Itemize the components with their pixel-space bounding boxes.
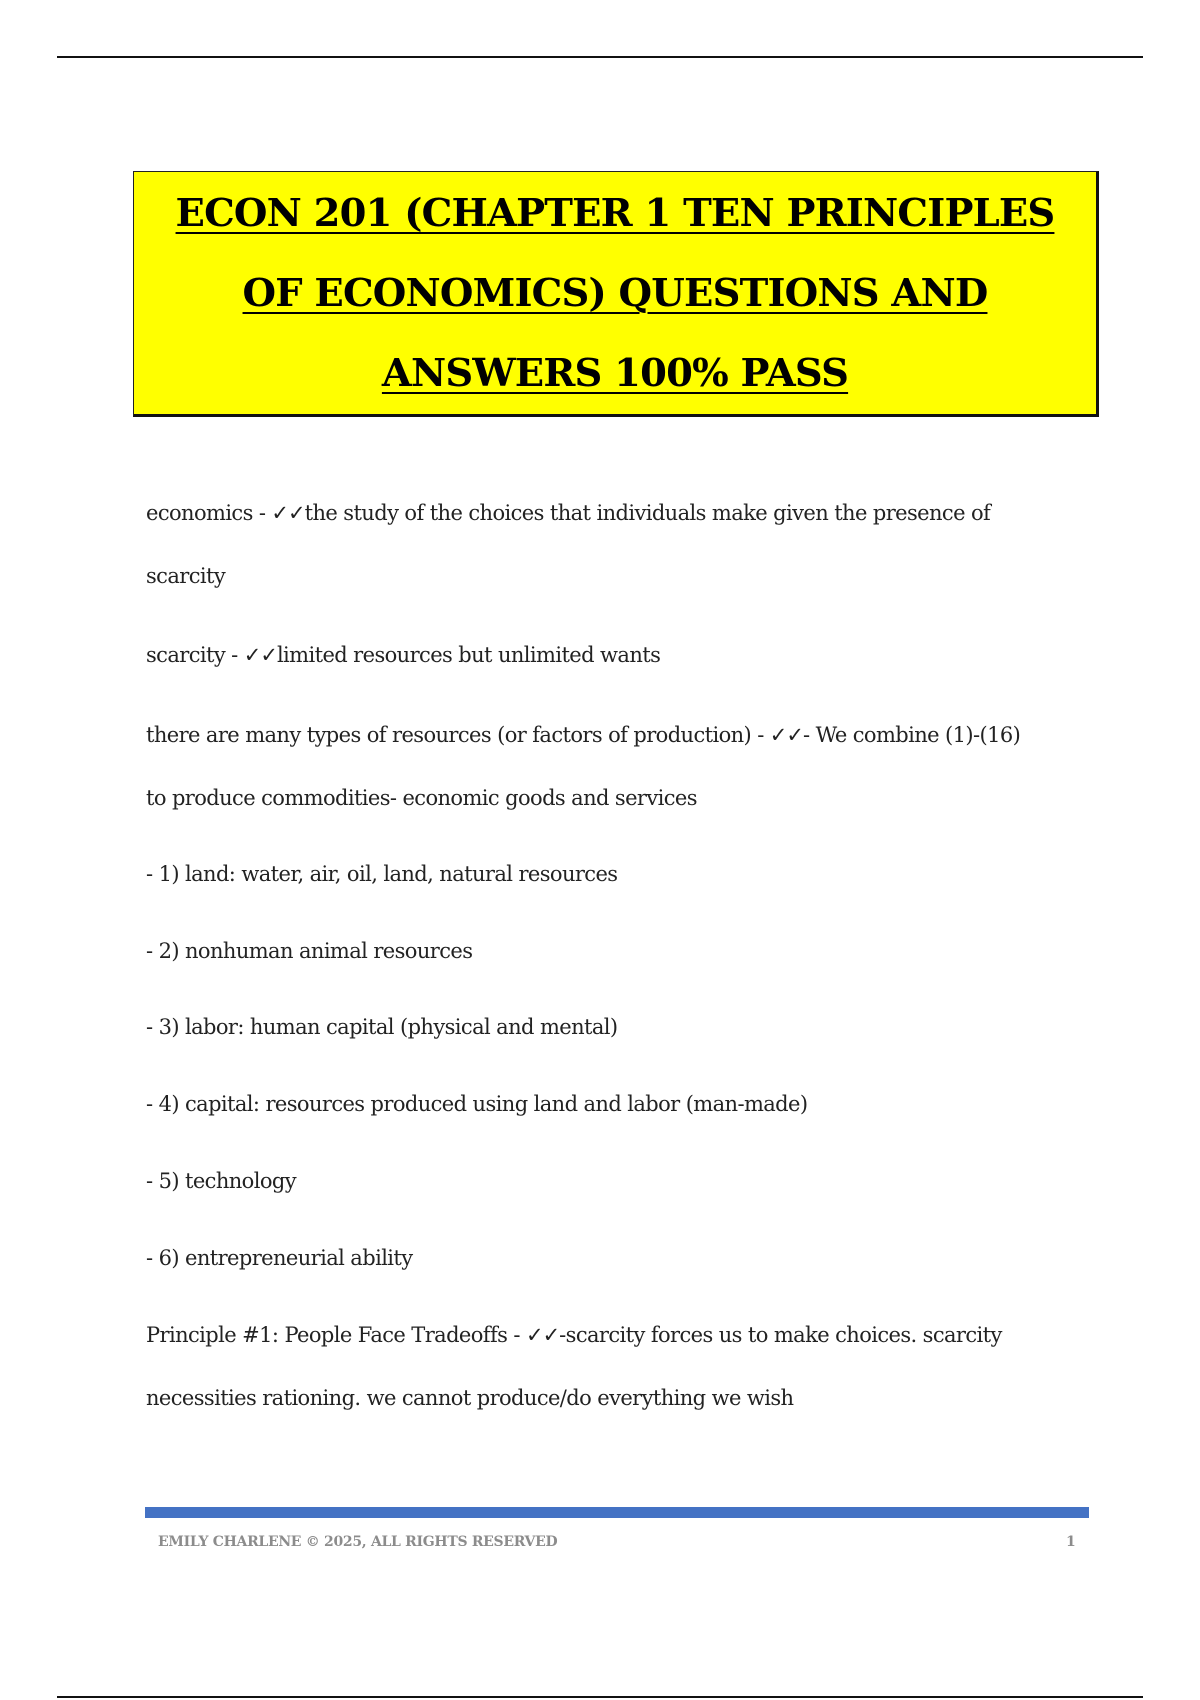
entry-scarcity-line-1: scarcity - ✓✓limited resources but unlimited wants xyxy=(146,643,661,667)
page-number: 1 xyxy=(1066,1534,1076,1550)
entry-principle-1-line-1: Principle #1: People Face Tradeoffs - ✓✓-scarcity forces us to make choices. scarcity xyxy=(146,1323,1002,1347)
entry-scarcity xyxy=(146,624,1086,687)
list-item: - 5) technology xyxy=(146,1169,296,1193)
entry-economics-line-2: scarcity xyxy=(146,564,226,588)
entry-resources-line-2: to produce commodities- economic goods and services xyxy=(146,786,697,810)
title-line-2: OF ECONOMICS) QUESTIONS AND xyxy=(242,271,988,316)
entry-economics-line-1: economics - ✓✓the study of the choices that individuals make given the presence of xyxy=(146,501,991,525)
double-check-icon: ✓✓ xyxy=(271,501,305,525)
list-item: - 3) labor: human capital (physical and mental) xyxy=(146,1015,618,1039)
title-line-3: ANSWERS 100% PASS xyxy=(381,351,849,396)
list-item: - 4) capital: resources produced using land and labor (man-made) xyxy=(146,1092,808,1116)
title-box xyxy=(133,171,1099,417)
list-item: - 2) nonhuman animal resources xyxy=(146,939,473,963)
double-check-icon: ✓✓ xyxy=(525,1323,560,1347)
entry-principle-1-line-2: necessities rationing. we cannot produce/do everything we wish xyxy=(146,1386,794,1410)
double-check-icon: ✓✓ xyxy=(769,723,803,747)
list-item: - 1) land: water, air, oil, land, natural resources xyxy=(146,862,618,886)
footer-copyright: EMILY CHARLENE © 2025, ALL RIGHTS RESERVED xyxy=(158,1534,558,1550)
entry-economics xyxy=(146,482,1086,608)
entry-principle-1 xyxy=(146,1304,1086,1430)
footer-bar xyxy=(145,1507,1089,1518)
title-line-1: ECON 201 (CHAPTER 1 TEN PRINCIPLES xyxy=(175,191,1055,236)
entry-resources-line-1: there are many types of resources (or factors of production) - ✓✓- We combine (1)-(16) xyxy=(146,723,1021,747)
top-rule xyxy=(57,56,1143,58)
list-item: - 6) entrepreneurial ability xyxy=(146,1246,413,1270)
bottom-rule xyxy=(57,1696,1143,1698)
resource-list xyxy=(146,843,1086,1304)
entry-resources xyxy=(146,704,1086,830)
double-check-icon: ✓✓ xyxy=(243,643,277,667)
